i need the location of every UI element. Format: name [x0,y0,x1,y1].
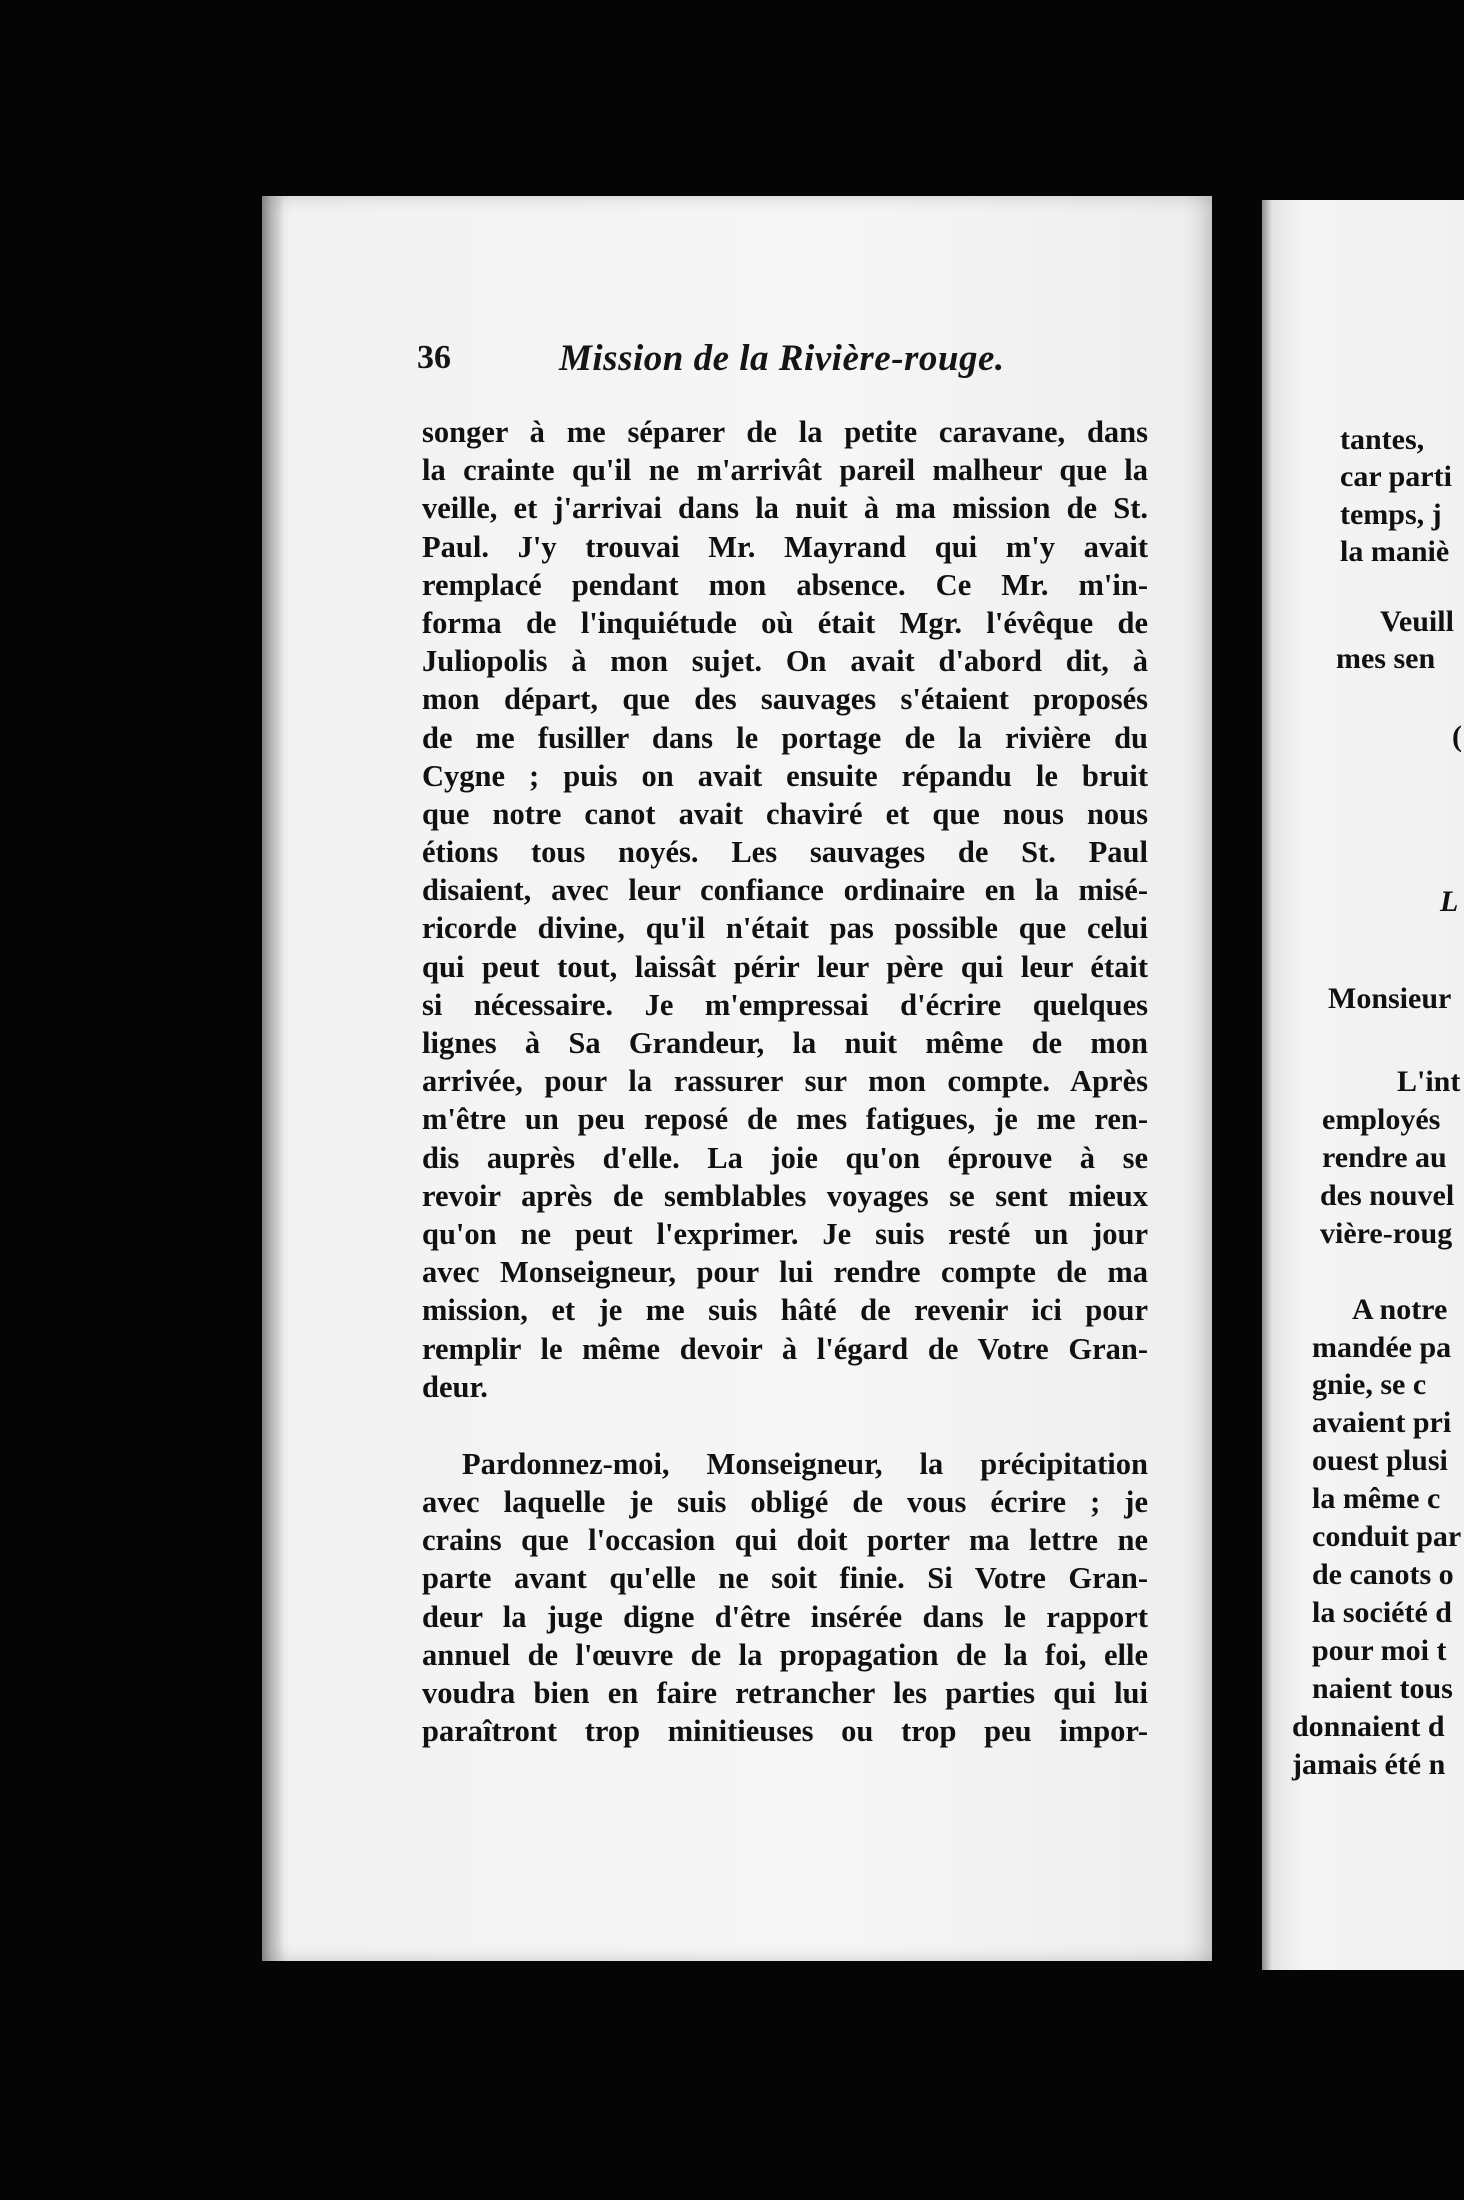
right-text-fragment: avaient pri [1312,1406,1452,1439]
text-line: mon départ, que des sauvages s'étaient proposés [422,682,1148,717]
text-line: la crainte qu'il ne m'arrivât pareil malheur que la [422,453,1148,488]
right-text-fragment: la société d [1312,1596,1452,1629]
right-text-fragment: tantes, [1340,423,1425,456]
right-text-fragment: naient tous [1312,1672,1453,1705]
paragraph-gap [422,1406,1148,1445]
page-header [417,339,1117,389]
text-line: qui peut tout, laissât périr leur père qui leur était [422,949,1148,984]
right-text-fragment: pour moi t [1312,1634,1447,1667]
text-line: veille, et j'arrivai dans la nuit à ma mission de St. [422,491,1148,526]
text-line: m'être un peu reposé de mes fatigues, je me ren- [422,1102,1148,1137]
text-line: Cygne ; puis on avait ensuite répandu le bruit [422,758,1148,793]
page-number: 36 [417,339,451,376]
right-text-fragment: Monsieur [1328,982,1452,1015]
right-text-fragment: mes sen [1336,642,1436,675]
right-text-fragment: car parti [1340,460,1452,493]
right-text-fragment: mandée pa [1312,1331,1452,1364]
right-text-fragment: ouest plusi [1312,1444,1448,1477]
text-line: revoir après de semblables voyages se sent mieux [422,1178,1148,1213]
right-text-fragment: vière-roug [1320,1217,1453,1250]
right-text-fragment: gnie, se c [1312,1368,1427,1401]
text-line: remplacé pendant mon absence. Ce Mr. m'in- [422,567,1148,602]
text-line: remplir le même devoir à l'égard de Votre Gran- [422,1331,1148,1366]
running-title: Mission de la Rivière-rouge. [559,338,1005,379]
right-text-fragment: conduit par [1312,1520,1462,1553]
right-text-fragment: Veuill [1380,605,1454,638]
right-text-fragment: L'int [1397,1065,1461,1098]
gutter-shadow [262,196,284,1961]
text-line: avec laquelle je suis obligé de vous écrire ; je [422,1485,1148,1520]
text-line: deur la juge digne d'être insérée dans le rapport [422,1599,1148,1634]
right-text-fragment: des nouvel [1320,1179,1455,1212]
text-line: si nécessaire. Je m'empressai d'écrire quelques [422,987,1148,1022]
text-line: de me fusiller dans le portage de la rivière du [422,720,1148,755]
text-line: dis auprès d'elle. La joie qu'on éprouve à se [422,1140,1148,1175]
right-text-fragment: la même c [1312,1482,1441,1515]
right-text-fragment: A notre [1352,1293,1448,1326]
text-line: mission, et je me suis hâté de revenir ici pour [422,1293,1148,1328]
text-line: lignes à Sa Grandeur, la nuit même de mon [422,1026,1148,1060]
left-page [262,196,1212,1961]
text-line: étions tous noyés. Les sauvages de St. Paul [422,835,1148,870]
text-line: arrivée, pour la rassurer sur mon compte. Après [422,1064,1148,1099]
text-line: disaient, avec leur confiance ordinaire en la misé- [422,873,1148,908]
text-line: crains que l'occasion qui doit porter ma lettre ne [422,1523,1148,1558]
right-text-fragment: temps, j [1340,498,1442,531]
text-line: Juliopolis à mon sujet. On avait d'abord dit, à [422,644,1148,679]
text-line: voudra bien en faire retrancher les parties qui lui [422,1676,1148,1710]
right-text-fragment: donnaient d [1292,1710,1445,1743]
text-line: parte avant qu'elle ne soit finie. Si Votre Gran- [422,1561,1148,1596]
right-text-fragment: ( [1452,720,1462,753]
right-text-fragment: jamais été n [1292,1748,1446,1781]
body-text [422,413,1148,1750]
right-page-edge [1262,200,1272,1970]
text-line: deur. [422,1369,488,1404]
text-line: annuel de l'œuvre de la propagation de la foi, elle [422,1637,1148,1672]
text-line: ricorde divine, qu'il n'était pas possible que celui [422,911,1148,946]
text-line: qu'on ne peut l'exprimer. Je suis resté un jour [422,1216,1148,1251]
text-line: Paul. J'y trouvai Mr. Mayrand qui m'y avait [422,529,1148,564]
text-line: Pardonnez-moi, Monseigneur, la précipitation [462,1446,1148,1481]
right-text-fragment: L [1440,885,1459,918]
text-line: que notre canot avait chaviré et que nous nous [422,796,1148,831]
text-line: songer à me séparer de la petite caravane, dans [422,415,1148,449]
right-text-fragment: rendre au [1322,1141,1447,1174]
right-text-fragment: employés [1322,1103,1441,1136]
right-text-fragment: de canots o [1312,1558,1454,1591]
text-line: forma de l'inquiétude où était Mgr. l'évêque de [422,605,1148,640]
right-text-fragment: la maniè [1340,535,1450,568]
right-page [1262,200,1464,1970]
text-line: paraîtront trop minitieuses ou trop peu impor- [422,1714,1148,1749]
text-line: avec Monseigneur, pour lui rendre compte de ma [422,1255,1148,1290]
